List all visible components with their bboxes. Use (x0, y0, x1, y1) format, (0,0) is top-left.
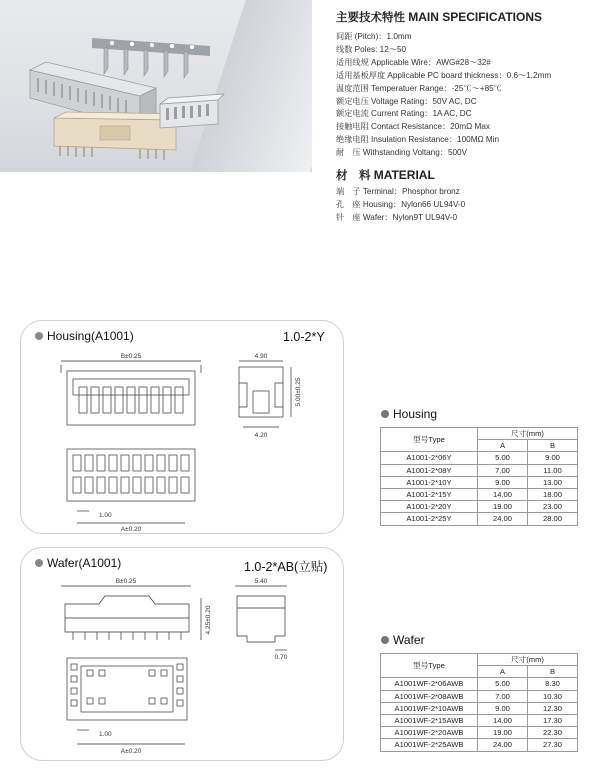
housing-table-title-text: Housing (393, 407, 438, 421)
row-a: 9.00 (478, 476, 528, 488)
spec-line: 额定电流 Current Rating：1A AC, DC (336, 109, 472, 119)
specs-heading (336, 9, 542, 25)
wafer-dim-w2: 0.70 (274, 654, 288, 661)
spec-line: 绝缘电阻 Insulation Resistance：100MΩ Min (336, 135, 500, 145)
table-row (381, 727, 578, 739)
table-row (381, 739, 578, 751)
wafer-panel-title-text: Wafer(A1001) (47, 556, 122, 570)
housing-dim-b: B±0.25 (120, 353, 142, 360)
housing-dim-a: A±0.20 (120, 526, 142, 533)
row-model: A1001-2*08Y (381, 464, 478, 476)
bullet-icon (381, 410, 389, 418)
row-b: 22.30 (528, 727, 578, 739)
row-a: 14.00 (478, 714, 528, 726)
spec-line: 额定电压 Voltage Rating：50V AC, DC (336, 96, 477, 106)
spec-line: 适用线规 Applicable Wire：AWG#28～32# (336, 57, 491, 67)
row-model: A1001WF-2*10AWB (381, 702, 478, 714)
row-model: A1001-2*25Y (381, 513, 478, 525)
wafer-spec-table (380, 653, 578, 752)
wafer-drawing-panel (20, 547, 344, 761)
material-heading-cn: 材 料 (336, 170, 371, 182)
row-model: A1001-2*10Y (381, 476, 478, 488)
row-a: 24.00 (478, 739, 528, 751)
row-b: 12.30 (528, 702, 578, 714)
row-b: 28.00 (528, 513, 578, 525)
specs-list (336, 31, 551, 160)
row-a: 14.00 (478, 488, 528, 500)
wafer-table-title-text: Wafer (393, 633, 425, 647)
wafer-dim-w1: 5.40 (254, 578, 268, 585)
row-a: 7.00 (478, 690, 528, 702)
table-row (381, 476, 578, 488)
housing-technical-drawing (21, 321, 343, 533)
wafer-dim-a: A±0.20 (120, 748, 142, 755)
spec-line: 线数 Poles: 12～50 (336, 44, 407, 54)
housing-drawing-panel (20, 320, 344, 534)
row-a: 19.00 (478, 501, 528, 513)
housing-dim-w1: 4.90 (254, 353, 268, 360)
terminal-strip (92, 38, 210, 78)
connector-illustration (0, 0, 312, 172)
wafer-technical-drawing (21, 548, 343, 760)
housing-table-title (381, 407, 437, 421)
small-wafer-part (160, 94, 224, 128)
row-a: 9.00 (478, 702, 528, 714)
spec-line: 耐 压 Withstanding Voltang：500V (336, 148, 468, 158)
specs-heading-cn: 主要技术特性 (336, 12, 405, 24)
row-model: A1001WF-2*08AWB (381, 690, 478, 702)
spec-line: 间距 (Pitch)：1.0mm (336, 32, 412, 41)
row-model: A1001-2*06Y (381, 452, 478, 464)
row-a: 5.00 (478, 452, 528, 464)
row-b: 17.30 (528, 714, 578, 726)
housing-panel-title-text: Housing(A1001) (47, 329, 134, 343)
material-list (336, 186, 465, 225)
table-row (381, 690, 578, 702)
material-heading-en: MATERIAL (373, 168, 435, 182)
table-header-a: A (478, 666, 528, 678)
row-model: A1001WF-2*25AWB (381, 739, 478, 751)
row-b: 10.30 (528, 690, 578, 702)
row-b: 23.00 (528, 501, 578, 513)
row-model: A1001WF-2*06AWB (381, 678, 478, 690)
row-b: 13.00 (528, 476, 578, 488)
row-model: A1001-2*20Y (381, 501, 478, 513)
bullet-icon (381, 636, 389, 644)
row-b: 18.00 (528, 488, 578, 500)
table-row (381, 488, 578, 500)
table-header-b: B (528, 440, 578, 452)
table-row (381, 513, 578, 525)
table-header-a: A (478, 440, 528, 452)
housing-panel-code: 1.0-2*Y (283, 330, 325, 344)
table-row (381, 678, 578, 690)
table-header-size: 尺寸(mm) (478, 428, 578, 440)
specs-heading-en: MAIN SPECIFICATIONS (408, 10, 542, 24)
spec-line: 接触电阻 Contact Resistance：20mΩ Max (336, 122, 490, 132)
table-header-b: B (528, 666, 578, 678)
wafer-panel-code: 1.0-2*AB(立贴) (244, 560, 328, 574)
housing-spec-table (380, 427, 578, 526)
table-row (381, 702, 578, 714)
row-b: 8.30 (528, 678, 578, 690)
row-model: A1001WF-2*15AWB (381, 714, 478, 726)
housing-dim-pitch: 1.00 (99, 512, 112, 519)
table-header-model: 型号Type (381, 654, 478, 678)
row-b: 9.00 (528, 452, 578, 464)
table-row (381, 501, 578, 513)
row-a: 24.00 (478, 513, 528, 525)
material-line: 端 子 Terminal：Phosphor bronz (336, 187, 460, 196)
row-b: 11.00 (528, 464, 578, 476)
housing-dim-w2: 4.20 (254, 432, 268, 439)
spec-line: 适用基板厚度 Applicable PC board thickness：0.6～1.2mm (336, 70, 552, 80)
wafer-dim-b: B±0.25 (115, 578, 137, 585)
wafer-table-title (381, 633, 425, 647)
material-line: 孔 座 Housing：Nylon66 UL94V-0 (336, 199, 466, 209)
row-model: A1001-2*15Y (381, 488, 478, 500)
table-header-model: 型号Type (381, 428, 478, 452)
table-row (381, 464, 578, 476)
wafer-dim-pitch: 1.00 (99, 731, 112, 738)
table-header-size: 尺寸(mm) (478, 654, 578, 666)
material-heading (336, 167, 435, 183)
wafer-dim-h1: 4.25±0.20 (205, 605, 212, 635)
row-a: 19.00 (478, 727, 528, 739)
product-photo (0, 0, 312, 172)
row-model: A1001WF-2*20AWB (381, 727, 478, 739)
spec-line: 温度范围 Temperatuer Range：-25℃～+85℃ (336, 83, 502, 93)
row-a: 7.00 (478, 464, 528, 476)
row-a: 5.00 (478, 678, 528, 690)
material-line: 针 座 Wafer：Nylon9T UL94V-0 (336, 212, 458, 222)
table-row (381, 452, 578, 464)
table-row (381, 714, 578, 726)
housing-dim-h1: 5.00±0.25 (295, 377, 302, 407)
row-b: 27.30 (528, 739, 578, 751)
